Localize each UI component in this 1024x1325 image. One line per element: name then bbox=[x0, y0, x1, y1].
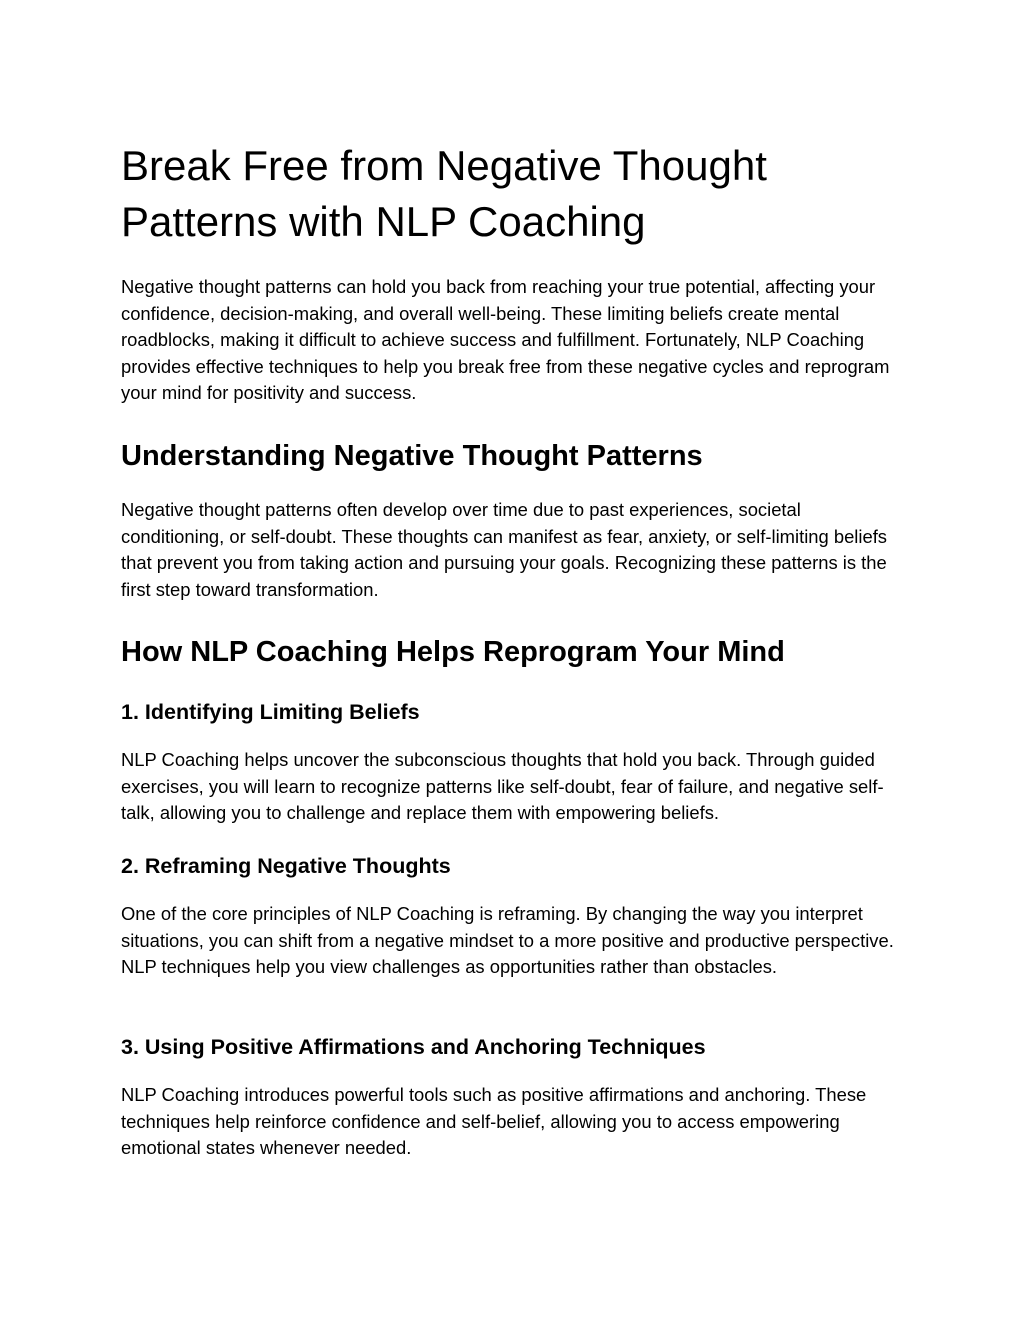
section-heading-understanding: Understanding Negative Thought Patterns bbox=[121, 440, 703, 472]
subsection-heading-reframing: 2. Reframing Negative Thoughts bbox=[121, 854, 451, 878]
subsection-body-reframing: One of the core principles of NLP Coaching is reframing. By changing the way you interpret situations, you can shift from a negative mindset to a more positive and productive perspective. NLP techniques help you view challenges as opportunities rather than obstacles. bbox=[121, 903, 894, 978]
subsection-body-identifying: NLP Coaching helps uncover the subconscious thoughts that hold you back. Through guided exercises, you will learn to recognize patterns like self-doubt, fear of failure, and negative self-talk, allowing you to challenge and replace them with empowering beliefs. bbox=[121, 749, 884, 824]
subsection-heading-identifying: 1. Identifying Limiting Beliefs bbox=[121, 700, 420, 724]
subsection-body-affirmations: NLP Coaching introduces powerful tools such as positive affirmations and anchoring. These techniques help reinforce confidence and self-belief, allowing you to access empowering emotional states whenever needed. bbox=[121, 1084, 867, 1159]
document-title: Break Free from Negative Thought Patterns with NLP Coaching bbox=[121, 142, 767, 245]
section-body-understanding: Negative thought patterns often develop over time due to past experiences, societal conditioning, or self-doubt. These thoughts can manifest as fear, anxiety, or self-limiting beliefs that prevent you from taking action and pursuing your goals. Recognizing these patterns is the first step toward transformation. bbox=[121, 499, 888, 600]
section-heading-how-nlp-helps: How NLP Coaching Helps Reprogram Your Mind bbox=[121, 636, 785, 668]
intro-paragraph: Negative thought patterns can hold you back from reaching your true potential, affecting your confidence, decision-making, and overall well-being. These limiting beliefs create mental roadblocks, making it difficult to achieve success and fulfillment. Fortunately, NLP Coaching provides effective techniques to help you break free from these negative cycles and reprogram your mind for positivity and success. bbox=[121, 276, 890, 404]
subsection-heading-affirmations: 3. Using Positive Affirmations and Anchoring Techniques bbox=[121, 1035, 706, 1059]
